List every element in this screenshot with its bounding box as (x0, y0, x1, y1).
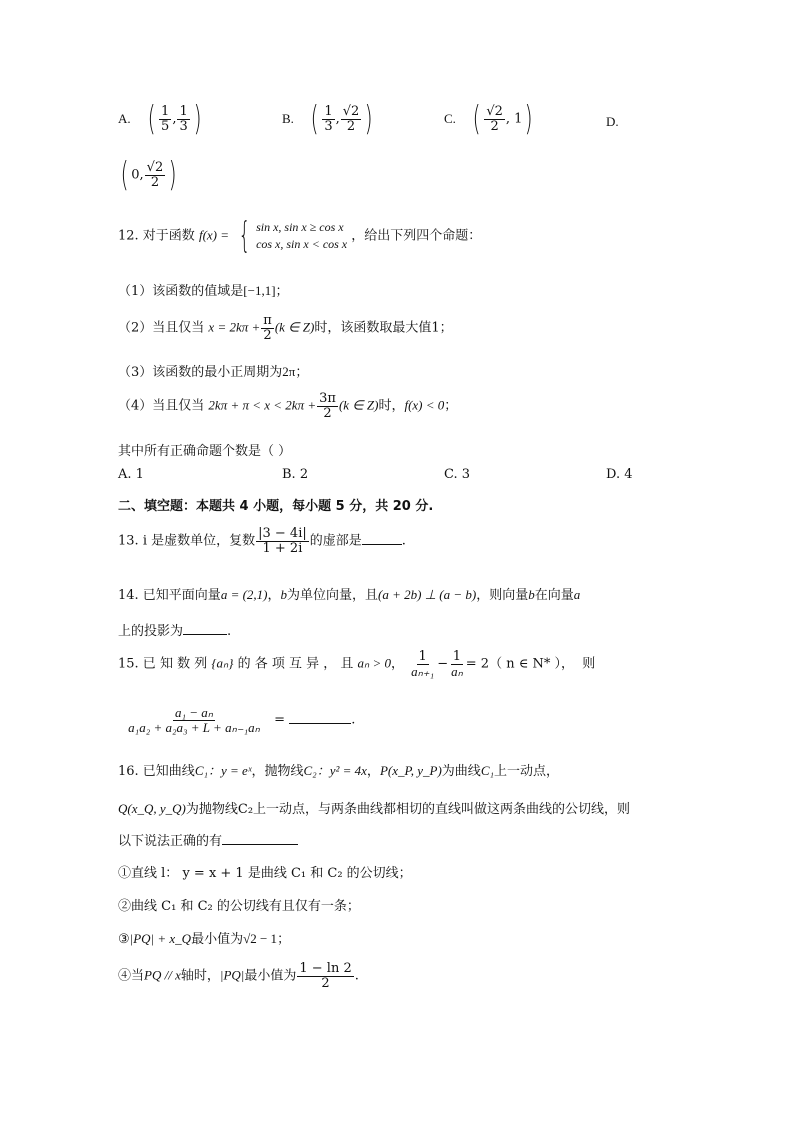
option-label: A. (118, 110, 131, 126)
answer-blank[interactable] (289, 723, 351, 724)
fraction: $\frac{1}{3}$ (179, 103, 188, 134)
fraction: $\frac{\text{a₁ − aₙ}}{\text{a₁a₂ + a₂a₃ + L + aₙ₋₁aₙ}}$ (128, 705, 260, 735)
fraction: $\frac{|3 - 4i|}{1 + 2i}$ (258, 526, 307, 556)
q12-option-d: D. 4 (606, 467, 633, 482)
q12-proposition-3: （3）该函数的最小正周期为2π； (118, 364, 309, 380)
piecewise-function: { sin x, sin x ≥ cos x cos x, sin x < cos x (238, 215, 348, 256)
fraction: $\frac{1}{\text{aₙ₊₁}}$ (411, 649, 435, 679)
q16-statement-3: ③|PQ| + x_Q最小值为√2 − 1； (118, 931, 291, 947)
q16-line2: Q(x_Q, y_Q)为抛物线C₂上一动点，与两条曲线都相切的直线叫做这两条曲线的公切线，则 (118, 801, 631, 817)
q16-statement-2: ②曲线 C₁ 和 C₂ 的公切线有且仅有一条； (118, 899, 360, 914)
q13-stem: 13. i 是虚数单位，复数 $\frac{|3 - 4i|}{1 + 2i}$ 的虚部是 . (118, 526, 406, 556)
q12-question: 其中所有正确命题个数是（ ） (118, 444, 292, 459)
answer-blank[interactable] (222, 844, 298, 845)
q11-option-a: A. ( $\frac{1}{5}$ , $\frac{1}{3}$ ) (118, 99, 202, 139)
fraction: $\frac{3\pi}{2}$ (319, 391, 336, 421)
q15-line2: $\frac{\text{a₁ − aₙ}}{\text{a₁a₂ + a₂a₃ + L + aₙ₋₁aₙ}}$ = . (118, 706, 355, 734)
q16-stem: 16. 已知曲线C₁：y = eˣ，抛物线C₂：y² = 4x，P(x_P, y_P)为曲线C₁上一动点， (118, 763, 560, 779)
option-label: D. (606, 114, 619, 129)
q12-option-a: A. 1 (118, 467, 144, 482)
q12-proposition-4: （4）当且仅当 2kπ + π < x < 2kπ + $\frac{3\pi}{2}$ (k ∈ Z)时，f(x) < 0； (118, 391, 458, 421)
q11-option-b: B. ( $\frac{1}{3}$ , $\frac{√2}{2}$ ) (282, 99, 373, 139)
q12-proposition-2: （2）当且仅当 x = 2kπ + $\frac{\pi}{2}$ (k ∈ Z)时，该函数取最大值1； (118, 313, 453, 343)
answer-blank[interactable] (183, 634, 227, 635)
fraction: $\frac{1}{\text{aₙ}}$ (451, 649, 463, 679)
q12-proposition-1: （1）该函数的值域是[−1,1]； (118, 283, 289, 299)
fraction: $\frac{√2}{2}$ (146, 159, 164, 190)
section-heading: 二、填空题：本题共 4 小题，每小题 5 分，共 20 分. (118, 499, 434, 514)
q16-statement-1: ①直线 l： y = x + 1 是曲线 C₁ 和 C₂ 的公切线； (118, 866, 412, 881)
q12-stem: 12. 对于函数 f(x) = { sin x, sin x ≥ cos x cos x, sin x < cos x ，给出下列四个命题： (118, 215, 482, 256)
q12-option-b: B. 2 (282, 467, 309, 482)
q14-stem: 14. 已知平面向量a = (2,1)，b为单位向量，且(a + 2b) ⊥ (a − b)，则向量b在向量a (118, 587, 581, 603)
q11-option-c: C. ( $\frac{√2}{2}$ , 1) (444, 99, 534, 139)
fraction: $\frac{1}{3}$ (324, 103, 333, 134)
q14-line2: 上的投影为 . (118, 624, 232, 639)
fraction: $\frac{√2}{2}$ (342, 103, 360, 134)
option-label: B. (282, 110, 294, 126)
fraction: $\frac{1}{5}$ (161, 103, 170, 134)
q11-option-d-value: ( 0, $\frac{√2}{2}$ ) (120, 155, 177, 195)
fraction: $\frac{\pi}{2}$ (263, 313, 272, 343)
q16-statement-4: ④当PQ // x轴时，|PQ|最小值为 $\frac{1 - \ln 2}{2}$ . (118, 961, 359, 991)
q11-option-d (606, 114, 629, 130)
q12-option-c: C. 3 (444, 467, 471, 482)
option-label: C. (444, 110, 456, 126)
fraction: $\frac{√2}{2}$ (486, 103, 503, 134)
fraction: $\frac{1 - \ln 2}{2}$ (299, 961, 352, 991)
q15-stem: 15. 已 知 数 列 {aₙ} 的 各 项 互 异 ， 且 aₙ > 0， $\frac{1}{\text{aₙ₊₁}}$ − $\frac{1}{\text{aₙ}}$ = 2（ n ∈ N* ）， 则 (118, 649, 596, 679)
answer-blank[interactable] (362, 544, 402, 545)
q16-line3: 以下说法正确的有 (118, 830, 298, 849)
